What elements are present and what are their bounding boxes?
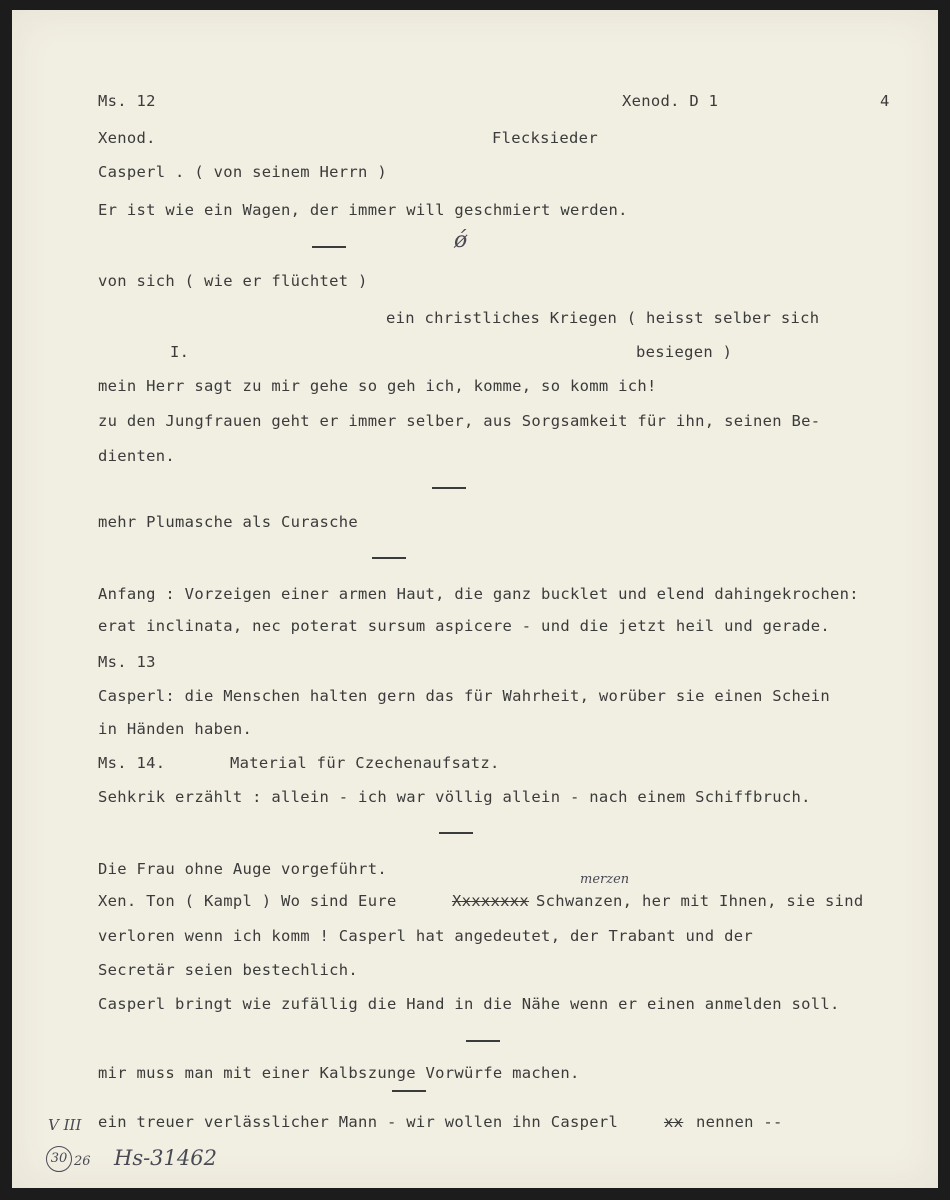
text-line: Ms. 13 <box>98 653 156 671</box>
text-line: mir muss man mit einer Kalbszunge Vorwürfe machen. <box>98 1064 580 1082</box>
text-line: I. <box>170 343 190 361</box>
separator <box>439 832 473 834</box>
separator <box>372 557 406 559</box>
interlinear-correction: merzen <box>580 872 630 887</box>
text-line: Anfang : Vorzeigen einer armen Haut, die ganz bucklet und elend dahingekrochen: <box>98 585 859 603</box>
text-line: in Händen haben. <box>98 720 253 738</box>
text-line: Flecksieder <box>492 129 598 147</box>
ms-label: Ms. 12 <box>98 92 156 110</box>
circled-number: 30 <box>46 1146 72 1172</box>
text-line: Secretär seien bestechlich. <box>98 961 359 979</box>
text-line: mein Herr sagt zu mir gehe so geh ich, komme, so komm ich! <box>98 377 657 395</box>
separator <box>432 487 466 489</box>
text-line: ein treuer verlässlicher Mann - wir wollen ihn Casperl <box>98 1113 619 1131</box>
text-line: Sehkrik erzählt : allein - ich war völlig allein - nach einem Schiffbruch. <box>98 788 811 806</box>
text-line: Er ist wie ein Wagen, der immer will geschmiert werden. <box>98 201 628 219</box>
struck-word: Xxxxxxxx <box>452 892 530 910</box>
text-line: Casperl . ( von seinem Herrn ) <box>98 163 387 181</box>
text-line: mehr Plumasche als Curasche <box>98 513 359 531</box>
text-line: besiegen ) <box>636 343 733 361</box>
text-line: ein christliches Kriegen ( heisst selber sich <box>386 309 820 327</box>
text-line: Schwanzen, her mit Ihnen, sie sind <box>536 892 864 910</box>
text-line: Material für Czechenaufsatz. <box>230 754 500 772</box>
shelfmark: Hs-31462 <box>114 1146 217 1170</box>
margin-roman-numeral: V III <box>48 1116 82 1134</box>
text-line: nennen -- <box>696 1113 783 1131</box>
text-line: Die Frau ohne Auge vorgeführt. <box>98 860 387 878</box>
reference-label: Xenod. D 1 <box>622 92 719 110</box>
separator <box>466 1040 500 1042</box>
separator <box>312 246 346 248</box>
stroke-mark: ǿ <box>454 228 468 253</box>
text-line: Xenod. <box>98 129 156 147</box>
struck-word: xx <box>664 1113 684 1131</box>
text-line: Casperl: die Menschen halten gern das für Wahrheit, worüber sie einen Schein <box>98 687 831 705</box>
text-line: von sich ( wie er flüchtet ) <box>98 272 368 290</box>
separator <box>392 1090 426 1092</box>
text-line: Xen. Ton ( Kampl ) Wo sind Eure <box>98 892 397 910</box>
text-line: dienten. <box>98 447 176 465</box>
small-number: 26 <box>74 1154 91 1169</box>
text-line: Casperl bringt wie zufällig die Hand in die Nähe wenn er einen anmelden soll. <box>98 995 840 1013</box>
text-line: erat inclinata, nec poterat sursum aspicere - und die jetzt heil und gerade. <box>98 617 831 635</box>
document-page <box>12 10 938 1188</box>
text-line: verloren wenn ich komm ! Casperl hat angedeutet, der Trabant und der <box>98 927 753 945</box>
text-line: zu den Jungfrauen geht er immer selber, aus Sorgsamkeit für ihn, seinen Be- <box>98 412 821 430</box>
page-number: 4 <box>880 92 890 110</box>
text-line: Ms. 14. <box>98 754 166 772</box>
